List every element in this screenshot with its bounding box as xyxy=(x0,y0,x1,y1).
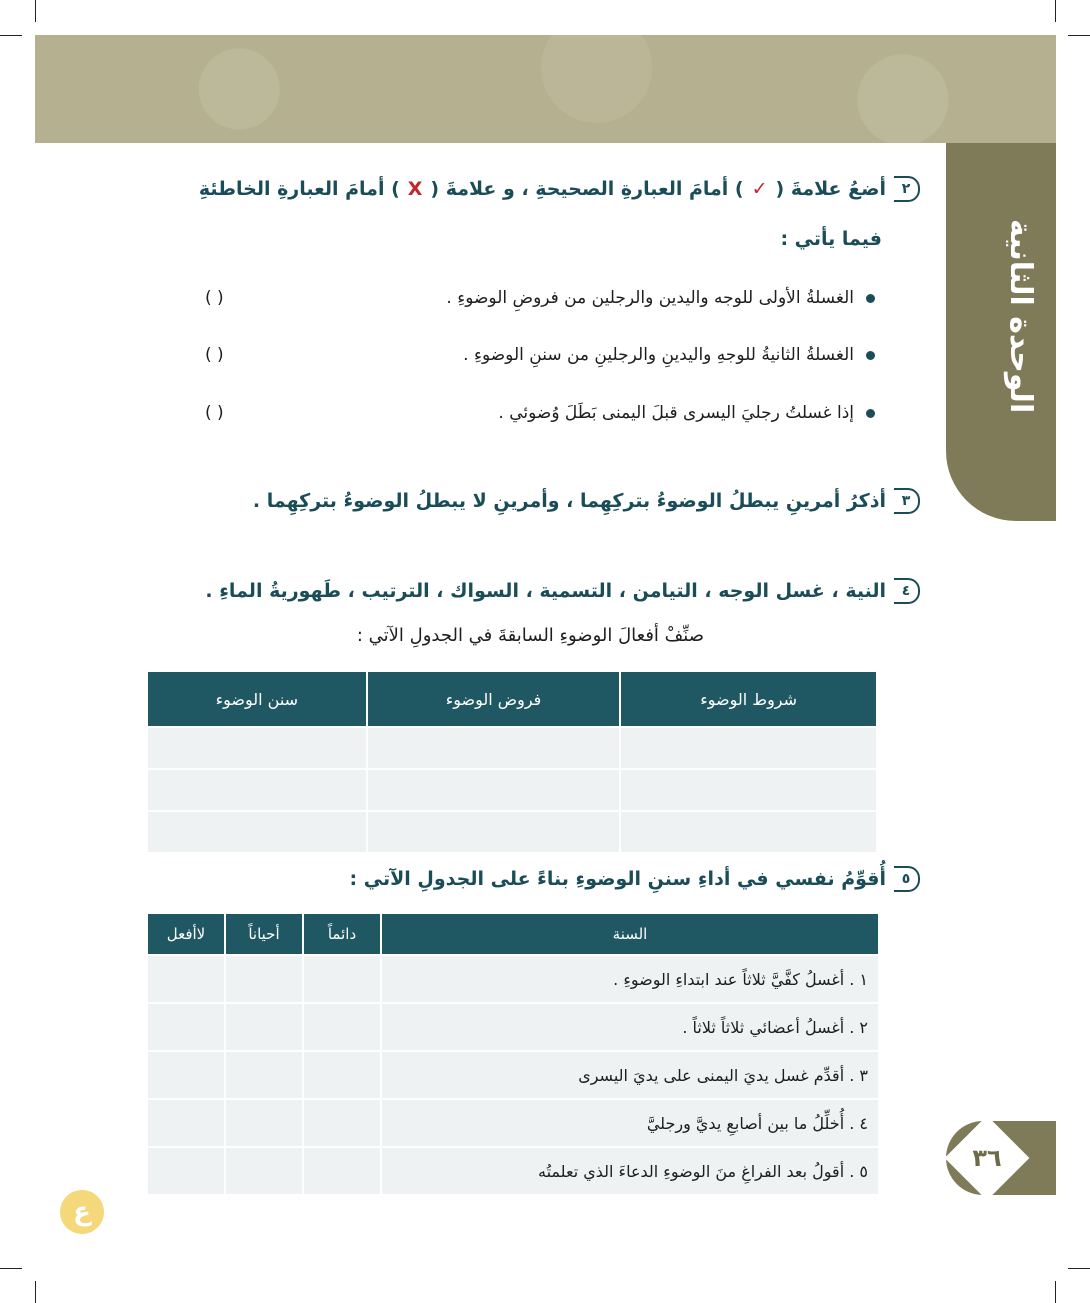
answer-cell[interactable] xyxy=(621,770,876,810)
q2-line2: فيما يأتي : xyxy=(780,228,882,250)
table-row xyxy=(148,956,878,1002)
crop-mark xyxy=(1055,1281,1056,1303)
sunnah-cell: ٥ . أقولُ بعد الفراغِ منَ الوضوءِ الدعاءَ الذي تعلمتُه xyxy=(382,1148,878,1194)
q3-text: أذكرُ أمرينِ يبطلُ الوضوءُ بتركِهِما ، وأمرينِ لا يبطلُ الوضوءُ بتركِهِما . xyxy=(252,490,886,512)
answer-cell[interactable] xyxy=(148,770,366,810)
x-mark-icon: X xyxy=(407,178,423,200)
table-row xyxy=(148,1052,878,1098)
answer-cell[interactable] xyxy=(148,812,366,852)
answer-cell[interactable] xyxy=(621,728,876,768)
crop-mark xyxy=(35,1281,36,1303)
q3-number: ٣ xyxy=(894,488,920,514)
rating-cell[interactable] xyxy=(148,1004,224,1050)
q2-text-c: ) أمامَ العبارةِ الخاطئةِ xyxy=(198,178,400,200)
crop-mark xyxy=(0,1268,22,1269)
rating-cell[interactable] xyxy=(304,1100,380,1146)
q4 xyxy=(205,578,920,604)
q2-item-text: الغسلةُ الثانيةُ للوجهِ واليدينِ والرجلينِ من سننِ الوضوءِ . xyxy=(463,345,854,365)
crop-mark xyxy=(1068,1268,1090,1269)
sunnah-cell: ٤ . أُخلِّلُ ما بين أصابعِ يديَّ ورجليَّ xyxy=(382,1100,878,1146)
q5-text: أُقوِّمُ نفسي في أداءِ سننِ الوضوءِ بناءً على الجدولِ الآتي : xyxy=(349,868,886,890)
q4-instruction: صنِّفْ أفعالَ الوضوءِ السابقةَ في الجدولِ الآتي : xyxy=(356,625,704,646)
classification-table xyxy=(146,670,878,854)
table-row xyxy=(148,1148,878,1194)
table-row xyxy=(148,1100,878,1146)
answer-cell[interactable] xyxy=(368,728,620,768)
q3 xyxy=(253,488,920,514)
header-always: دائماً xyxy=(304,914,380,954)
bullet-icon xyxy=(866,409,875,418)
rating-cell[interactable] xyxy=(304,1148,380,1194)
q2-text-b: ) أمامَ العبارةِ الصحيحةِ ، و علامةَ ( xyxy=(430,178,744,200)
rating-cell[interactable] xyxy=(148,1052,224,1098)
answer-blank[interactable]: ( ) xyxy=(205,345,224,365)
rating-cell[interactable] xyxy=(226,956,302,1002)
answer-blank[interactable]: ( ) xyxy=(205,288,224,308)
table-row xyxy=(148,812,876,852)
rating-cell[interactable] xyxy=(304,1004,380,1050)
self-assessment-table xyxy=(146,912,880,1196)
header-obligations: فروض الوضوء xyxy=(368,672,620,726)
rating-cell[interactable] xyxy=(226,1004,302,1050)
q2-item xyxy=(205,283,875,313)
rating-cell[interactable] xyxy=(226,1052,302,1098)
header-sometimes: أحياناً xyxy=(226,914,302,954)
check-mark-icon: ✓ xyxy=(751,178,768,200)
answer-cell[interactable] xyxy=(368,812,620,852)
sunnah-cell: ١ . أغسلُ كفَّيَّ ثلاثاً عند ابتداءِ الوضوءِ . xyxy=(382,956,878,1002)
header-never: لاأفعل xyxy=(148,914,224,954)
q4-number: ٤ xyxy=(894,578,920,604)
rating-cell[interactable] xyxy=(226,1148,302,1194)
answer-cell[interactable] xyxy=(621,812,876,852)
rating-cell[interactable] xyxy=(148,1148,224,1194)
header-sunnah: السنة xyxy=(382,914,878,954)
sunnah-cell: ٢ . أغسلُ أعضائي ثلاثاً ثلاثاً . xyxy=(382,1004,878,1050)
unit-title: الوحدة الثانية xyxy=(1003,218,1038,414)
q2-line1 xyxy=(199,176,920,202)
rating-cell[interactable] xyxy=(148,956,224,1002)
bullet-icon xyxy=(866,294,875,303)
header-banner xyxy=(35,35,1056,143)
q2-text-a: أضعُ علامةَ ( xyxy=(775,178,886,200)
crop-mark xyxy=(1068,35,1090,36)
rating-cell[interactable] xyxy=(148,1100,224,1146)
publisher-logo-icon: ع xyxy=(60,1190,104,1234)
q2-item xyxy=(205,398,875,428)
bullet-icon xyxy=(866,351,875,360)
q2-item-text: الغسلةُ الأولى للوجه واليدين والرجلين من فروضِ الوضوءِ . xyxy=(446,288,854,308)
rating-cell[interactable] xyxy=(226,1100,302,1146)
table-row xyxy=(148,770,876,810)
unit-side-tab xyxy=(946,143,1056,521)
q2-item-text: إذا غسلتُ رجليَ اليسرى قبلَ اليمنى بَطَلَ وُضوئي . xyxy=(498,403,854,423)
q4-text: النية ، غسل الوجه ، التيامن ، التسمية ، السواك ، الترتيب ، طَهوريةُ الماءِ . xyxy=(205,580,886,602)
crop-mark xyxy=(0,35,22,36)
header-sunnahs: سنن الوضوء xyxy=(148,672,366,726)
sunnah-cell: ٣ . أقدِّم غسل يديَ اليمنى على يديَ اليسرى xyxy=(382,1052,878,1098)
page-number: ٣٦ xyxy=(972,1144,1002,1172)
q2-number: ٢ xyxy=(894,176,920,202)
header-conditions: شروط الوضوء xyxy=(621,672,876,726)
crop-mark xyxy=(1055,0,1056,22)
page-number-tab xyxy=(946,1121,1056,1195)
answer-cell[interactable] xyxy=(368,770,620,810)
answer-cell[interactable] xyxy=(148,728,366,768)
q5-number: ٥ xyxy=(894,866,920,892)
answer-blank[interactable]: ( ) xyxy=(205,403,224,423)
q2-item xyxy=(205,340,875,370)
rating-cell[interactable] xyxy=(304,956,380,1002)
table-row xyxy=(148,1004,878,1050)
table-row xyxy=(148,728,876,768)
rating-cell[interactable] xyxy=(304,1052,380,1098)
crop-mark xyxy=(35,0,36,22)
q5 xyxy=(350,866,920,892)
